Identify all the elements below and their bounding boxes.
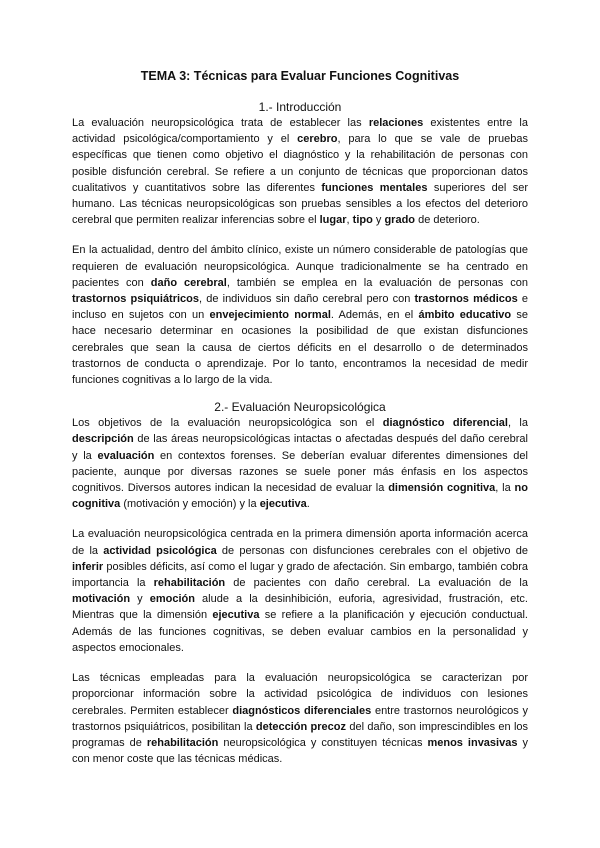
emphasis-term: lugar — [319, 214, 347, 227]
emphasis-term: inferir — [72, 560, 104, 573]
paragraph — [72, 670, 528, 767]
text-run: existentes entre la actividad psicológica/comportamiento y el — [72, 117, 528, 146]
emphasis-term: ejecutiva — [259, 498, 307, 511]
emphasis-term: motivación — [72, 593, 131, 606]
emphasis-term: relaciones — [368, 117, 424, 129]
emphasis-term: menos invasivas — [427, 736, 518, 749]
emphasis-term: ejecutiva — [212, 609, 260, 622]
text-run: y con menor coste que las técnicas médicas. — [72, 736, 528, 766]
emphasis-term: diagnóstico diferencial — [382, 417, 508, 430]
emphasis-term: no cognitiva — [72, 482, 528, 511]
text-run: . — [306, 498, 310, 511]
emphasis-term: trastornos psiquiátricos — [72, 293, 200, 306]
document-title: TEMA 3: Técnicas para Evaluar Funciones Cognitivas — [140, 69, 460, 83]
text-run: , la — [507, 417, 528, 430]
emphasis-term: rehabilitación — [146, 736, 219, 749]
text-run: (motivación y emoción) y la — [120, 498, 260, 511]
text-run: En la actualidad, dentro del ámbito clínico, existe un número considerable de patologías que requieren de evaluación neuropsicológica. Aunque tradicionalmente se ha centrado en pacientes con — [72, 244, 528, 289]
text-run: en contextos forenses. Se deberían evaluar diferentes dimensiones del paciente, aunque por diversas razones se suele poner más énfasis en los aspectos cognitivos. Diversos autores indican la necesidad de evaluar la — [72, 449, 528, 495]
text-run: . Además, en el — [330, 309, 419, 322]
emphasis-term: diagnósticos diferenciales — [232, 704, 372, 717]
text-run: Los objetivos de la evaluación neuropsicológica son el — [72, 417, 383, 430]
text-run: entre trastornos neurológicos y trastornos psiquiátricos, posibilitan la — [72, 704, 528, 733]
text-run: , la — [495, 482, 515, 495]
text-run: posibles déficits, así como el lugar y grado de afectación. Sin embargo, también cobra importancia la — [72, 560, 528, 590]
paragraph — [72, 526, 528, 656]
text-run: y — [130, 593, 150, 606]
text-run: Las técnicas empleadas para la evaluación neuropsicológica se caracterizan por proporcionar información sobre la actividad psicológica de individuos con lesiones cerebrales. Permiten establecer — [72, 672, 528, 717]
text-run: se hace necesario determinar en ocasiones la posibilidad de que existan disfunciones cerebrales que sean la causa de ciertos déficits en el desarrollo o de determinados trastornos de conducta o aprendizaje. Por lo tanto, encontramos la necesidad de medir funciones cognitivas a lo largo de la vida. — [72, 309, 528, 387]
emphasis-term: emoción — [149, 593, 195, 606]
emphasis-term: rehabilitación — [153, 577, 226, 590]
text-run: e incluso en sujetos con un — [72, 293, 528, 322]
emphasis-term: daño cerebral — [150, 276, 227, 289]
text-run: , para lo que se vale de pruebas específicas que tienen como objetivo el diagnóstico y la rehabilitación de personas con posible disfunción cerebral. Se refiere a un conjunto de técnicas que proporcionan datos cualitativos y cuantitativos sobre las diferentes — [72, 133, 528, 194]
text-run: , también se emplea en la evaluación de personas con — [226, 276, 529, 289]
text-run: de deterioro. — [415, 214, 480, 227]
text-run: de las áreas neuropsicológicas intactas o afectadas después del daño cerebral y la — [72, 433, 528, 462]
emphasis-term: funciones mentales — [321, 181, 428, 194]
text-run: neuropsicológica y constituyen técnicas — [218, 736, 428, 749]
emphasis-term: dimensión cognitiva — [388, 482, 496, 495]
emphasis-term: detección precoz — [255, 720, 347, 733]
emphasis-term: actividad psicológica — [103, 544, 217, 557]
text-run: del daño, son imprescindibles en los programas de — [72, 720, 529, 749]
text-run: superiores del ser humano. Las técnicas neuropsicológicas son pruebas sensibles a los efectos del deterioro cerebral que permiten realizar inferencias sobre el — [72, 181, 528, 227]
emphasis-term: cerebro — [297, 133, 338, 146]
section-heading-evaluacion: 2.- Evaluación Neuropsicológica — [214, 400, 386, 415]
text-run: de personas con disfunciones cerebrales con el objetivo de — [216, 544, 528, 557]
paragraph — [72, 242, 528, 388]
section-heading-introduccion: 1.- Introducción — [258, 100, 342, 114]
document-content — [72, 68, 528, 767]
paragraph — [72, 115, 528, 228]
text-run: , de individuos sin daño cerebral pero con — [199, 293, 415, 306]
text-run: La evaluación neuropsicológica centrada en la primera dimensión aporta información acerca de la — [72, 528, 528, 557]
text-run: alude a la desinhibición, euforia, agresividad, frustración, etc. Mientras que la dimensión — [72, 593, 528, 622]
text-run: se refiere a la planificación y ejecución conductual. Además de las funciones cognitivas, se deben evaluar cambios en la personalidad y aspectos emocionales. — [72, 609, 528, 654]
paragraph — [72, 415, 528, 512]
emphasis-term: envejecimiento normal — [209, 309, 331, 322]
emphasis-term: tipo — [352, 214, 373, 227]
text-run: de pacientes con daño cerebral. La evaluación de la — [225, 577, 528, 590]
emphasis-term: descripción — [72, 433, 134, 446]
emphasis-term: evaluación — [97, 449, 155, 462]
emphasis-term: ámbito educativo — [418, 309, 512, 322]
text-run: y — [372, 214, 385, 227]
emphasis-term: grado — [384, 214, 416, 227]
emphasis-term: trastornos médicos — [414, 293, 518, 306]
text-run: , — [346, 214, 353, 227]
text-run: La evaluación neuropsicológica trata de establecer las — [72, 117, 369, 129]
